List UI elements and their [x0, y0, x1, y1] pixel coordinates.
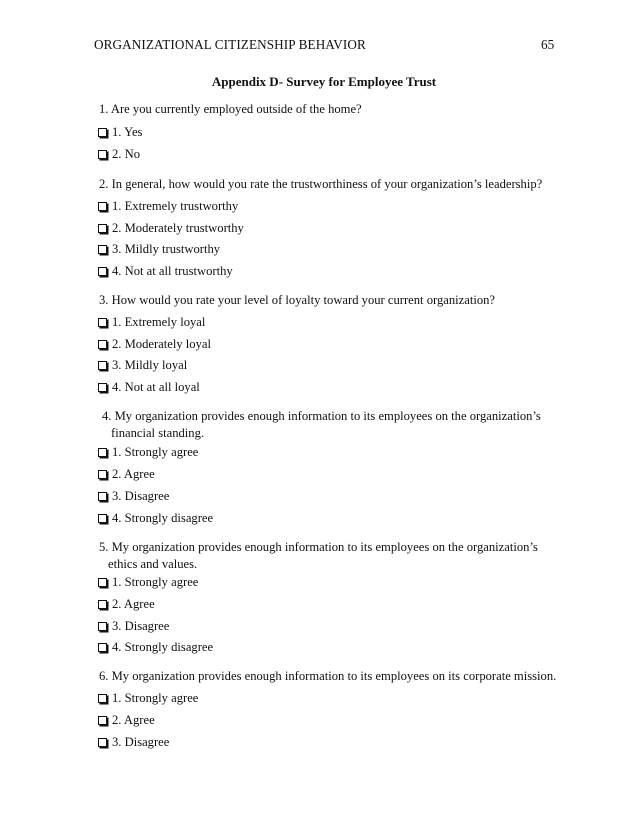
- option-label: 2. Agree: [112, 467, 155, 481]
- checkbox-icon[interactable]: [98, 383, 107, 392]
- option-label: 1. Strongly agree: [112, 445, 199, 459]
- q2-option-2[interactable]: [98, 220, 244, 236]
- option-label: 2. Moderately trustworthy: [112, 221, 244, 235]
- checkbox-icon[interactable]: [98, 202, 107, 211]
- checkbox-icon[interactable]: [98, 150, 107, 159]
- option-label: 1. Strongly agree: [112, 575, 199, 589]
- checkbox-icon[interactable]: [98, 716, 107, 725]
- running-title: ORGANIZATIONAL CITIZENSHIP BEHAVIOR: [94, 37, 366, 52]
- checkbox-icon[interactable]: [98, 514, 107, 523]
- checkbox-icon[interactable]: [98, 578, 107, 587]
- option-label: 2. No: [112, 147, 140, 161]
- checkbox-icon[interactable]: [98, 128, 107, 137]
- checkbox-icon[interactable]: [98, 600, 107, 609]
- checkbox-icon[interactable]: [98, 245, 107, 254]
- checkbox-icon[interactable]: [98, 448, 107, 457]
- option-label: 3. Disagree: [112, 619, 170, 633]
- question-4-line-1: 4. My organization provides enough information to its employees on the organization’s: [102, 409, 541, 423]
- q3-option-1[interactable]: [98, 314, 205, 330]
- question-2: 2. In general, how would you rate the trustworthiness of your organization’s leadership?: [99, 177, 543, 191]
- q5-option-4[interactable]: [98, 639, 213, 655]
- question-5-line-1: 5. My organization provides enough information to its employees on the organization’s: [99, 540, 538, 554]
- q2-option-3[interactable]: [98, 241, 220, 257]
- checkbox-icon[interactable]: [98, 267, 107, 276]
- checkbox-icon[interactable]: [98, 643, 107, 652]
- q3-option-4[interactable]: [98, 379, 200, 395]
- option-label: 3. Mildly loyal: [112, 358, 188, 372]
- question-4: [102, 408, 562, 442]
- q3-option-2[interactable]: [98, 336, 211, 352]
- option-label: 3. Mildly trustworthy: [112, 242, 221, 256]
- option-label: 3. Disagree: [112, 489, 170, 503]
- q4-option-2[interactable]: [98, 466, 155, 482]
- option-label: 2. Moderately loyal: [112, 337, 211, 351]
- q1-option-1[interactable]: [98, 124, 142, 140]
- option-label: 1. Extremely trustworthy: [112, 199, 239, 213]
- question-6: 6. My organization provides enough information to its employees on its corporate mission.: [99, 669, 557, 683]
- checkbox-icon[interactable]: [98, 492, 107, 501]
- question-5: [99, 539, 559, 573]
- q6-option-2[interactable]: [98, 712, 155, 728]
- option-label: 4. Strongly disagree: [112, 511, 214, 525]
- q5-option-1[interactable]: [98, 574, 198, 590]
- page-title: Appendix D- Survey for Employee Trust: [211, 74, 437, 89]
- q2-option-1[interactable]: [98, 198, 238, 214]
- option-label: 4. Strongly disagree: [112, 640, 214, 654]
- q3-option-3[interactable]: [98, 357, 187, 373]
- q6-option-1[interactable]: [98, 690, 198, 706]
- option-label: 2. Agree: [112, 597, 155, 611]
- q5-option-2[interactable]: [98, 596, 155, 612]
- checkbox-icon[interactable]: [98, 361, 107, 370]
- checkbox-icon[interactable]: [98, 340, 107, 349]
- option-label: 2. Agree: [112, 713, 155, 727]
- q4-option-1[interactable]: [98, 444, 198, 460]
- checkbox-icon[interactable]: [98, 318, 107, 327]
- checkbox-icon[interactable]: [98, 622, 107, 631]
- checkbox-icon[interactable]: [98, 738, 107, 747]
- checkbox-icon[interactable]: [98, 224, 107, 233]
- page-number: 65: [541, 37, 555, 52]
- question-3: 3. How would you rate your level of loyalty toward your current organization?: [99, 293, 496, 307]
- q4-option-4[interactable]: [98, 510, 213, 526]
- question-1: 1. Are you currently employed outside of the home?: [99, 102, 362, 116]
- checkbox-icon[interactable]: [98, 694, 107, 703]
- option-label: 1. Strongly agree: [112, 691, 199, 705]
- q2-option-4[interactable]: [98, 263, 233, 279]
- option-label: 3. Disagree: [112, 735, 170, 749]
- q1-option-2[interactable]: [98, 146, 140, 162]
- q6-option-3[interactable]: [98, 734, 169, 750]
- option-label: 1. Yes: [112, 125, 143, 139]
- option-label: 4. Not at all trustworthy: [112, 264, 233, 278]
- checkbox-icon[interactable]: [98, 470, 107, 479]
- question-4-line-2: financial standing.: [111, 426, 205, 440]
- question-5-line-2: ethics and values.: [108, 557, 198, 571]
- q5-option-3[interactable]: [98, 618, 169, 634]
- option-label: 1. Extremely loyal: [112, 315, 206, 329]
- option-label: 4. Not at all loyal: [112, 380, 200, 394]
- q4-option-3[interactable]: [98, 488, 169, 504]
